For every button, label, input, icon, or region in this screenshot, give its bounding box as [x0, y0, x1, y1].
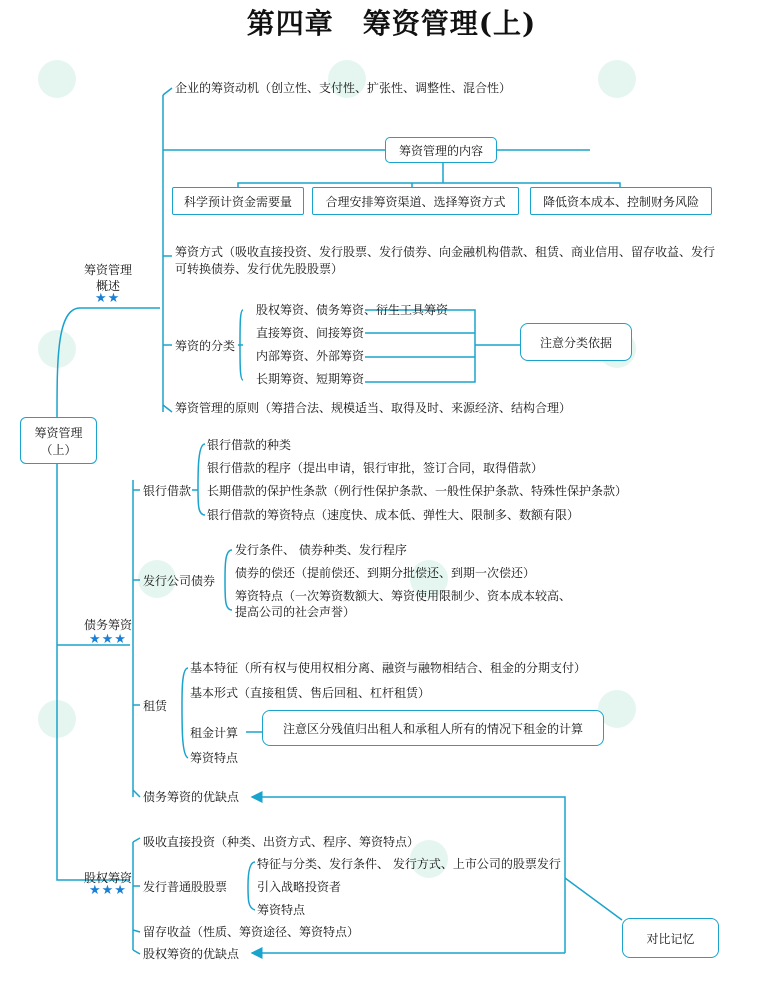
classification-note: 注意分类依据 — [539, 335, 612, 350]
compare-note: 对比记忆 — [646, 931, 695, 946]
content-title: 筹资管理的内容 — [398, 143, 483, 158]
content-item: 降低资本成本、控制财务风险 — [542, 194, 699, 209]
stock-label: 发行普通股股票 — [143, 880, 228, 894]
bond-item: 提高公司的社会声誉） — [235, 605, 356, 619]
financing-methods-line2: 可转换债券、发行优先股股票） — [175, 262, 344, 276]
content-item: 合理安排筹资渠道、选择筹资方式 — [325, 194, 506, 209]
classification-note-box — [520, 323, 632, 361]
equity-stars: ★★★ — [89, 883, 127, 898]
bond-item: 债券的偿还（提前偿还、到期分批偿还、到期一次偿还） — [235, 566, 536, 580]
financing-principle: 筹资管理的原则（筹措合法、规模适当、取得及时、来源经济、结构合理） — [175, 401, 572, 415]
debt-label: 债务筹资 — [84, 618, 133, 632]
stock-item: 特征与分类、发行条件、 发行方式、上市公司的股票发行 — [257, 857, 561, 871]
equity-label: 股权筹资 — [84, 871, 133, 885]
content-title-box — [385, 137, 497, 163]
page-title: 第四章 筹资管理(上) — [246, 7, 537, 40]
overview-stars: ★★ — [95, 291, 121, 306]
bank-loan-label: 银行借款 — [143, 484, 192, 498]
bank-loan-item: 长期借款的保护性条款（例行性保护条款、一般性保护条款、特殊性保护条款） — [207, 484, 628, 498]
lease-item: 基本形式（直接租赁、售后回租、杠杆租赁） — [190, 686, 431, 700]
lease-note-box — [262, 710, 604, 746]
retained-earnings: 留存收益（性质、筹资途径、筹资特点） — [143, 925, 360, 939]
bond-item: 发行条件、 债券种类、发行程序 — [235, 543, 407, 557]
lease-label: 租赁 — [143, 699, 168, 713]
classification-item: 直接筹资、间接筹资 — [256, 326, 365, 340]
financing-methods-line1: 筹资方式（吸收直接投资、发行股票、发行债券、向金融机构借款、租赁、商业信用、留存收益、发行 — [175, 245, 716, 259]
content-item-box — [530, 187, 712, 215]
lease-item: 租金计算 — [190, 726, 239, 740]
root-label-line2: （上） — [40, 442, 77, 457]
root-label-line1: 筹资管理 — [34, 425, 83, 440]
stock-item: 筹资特点 — [257, 903, 306, 917]
overview-label-line1: 筹资管理 — [84, 263, 133, 277]
equity-pros-cons: 股权筹资的优缺点 — [143, 947, 240, 961]
stock-item: 引入战略投资者 — [257, 880, 342, 894]
classification-label: 筹资的分类 — [175, 339, 236, 353]
bank-loan-item: 银行借款的种类 — [207, 438, 292, 452]
bond-label: 发行公司债券 — [143, 574, 216, 588]
content-item-box — [172, 187, 304, 215]
lease-note: 注意区分残值归出租人和承租人所有的情况下租金的计算 — [282, 721, 583, 736]
bond-item: 筹资特点（一次筹资数额大、筹资使用限制少、资本成本较高、 — [235, 589, 572, 603]
overview-label-line2: 概述 — [96, 279, 121, 293]
bank-loan-item: 银行借款的程序（提出申请，银行审批，签订合同，取得借款） — [207, 461, 544, 475]
debt-stars: ★★★ — [89, 632, 127, 647]
lease-item: 筹资特点 — [190, 751, 239, 765]
classification-item: 长期筹资、短期筹资 — [256, 372, 365, 386]
debt-pros-cons: 债务筹资的优缺点 — [143, 790, 240, 804]
lease-item: 基本特征（所有权与使用权相分离、融资与融物相结合、租金的分期支付） — [190, 661, 587, 675]
classification-item: 内部筹资、外部筹资 — [256, 349, 365, 363]
content-item: 科学预计资金需要量 — [183, 194, 292, 209]
financing-motive: 企业的筹资动机（创立性、支付性、扩张性、调整性、混合性） — [175, 81, 512, 95]
compare-note-box — [622, 918, 719, 958]
direct-investment: 吸收直接投资（种类、出资方式、程序、筹资特点） — [143, 835, 420, 849]
content-item-box — [312, 187, 519, 215]
root-node — [20, 417, 97, 464]
bank-loan-item: 银行借款的筹资特点（速度快、成本低、弹性大、限制多、数额有限） — [207, 508, 580, 522]
classification-item: 股权筹资、债务筹资、衍生工具筹资 — [256, 303, 449, 317]
